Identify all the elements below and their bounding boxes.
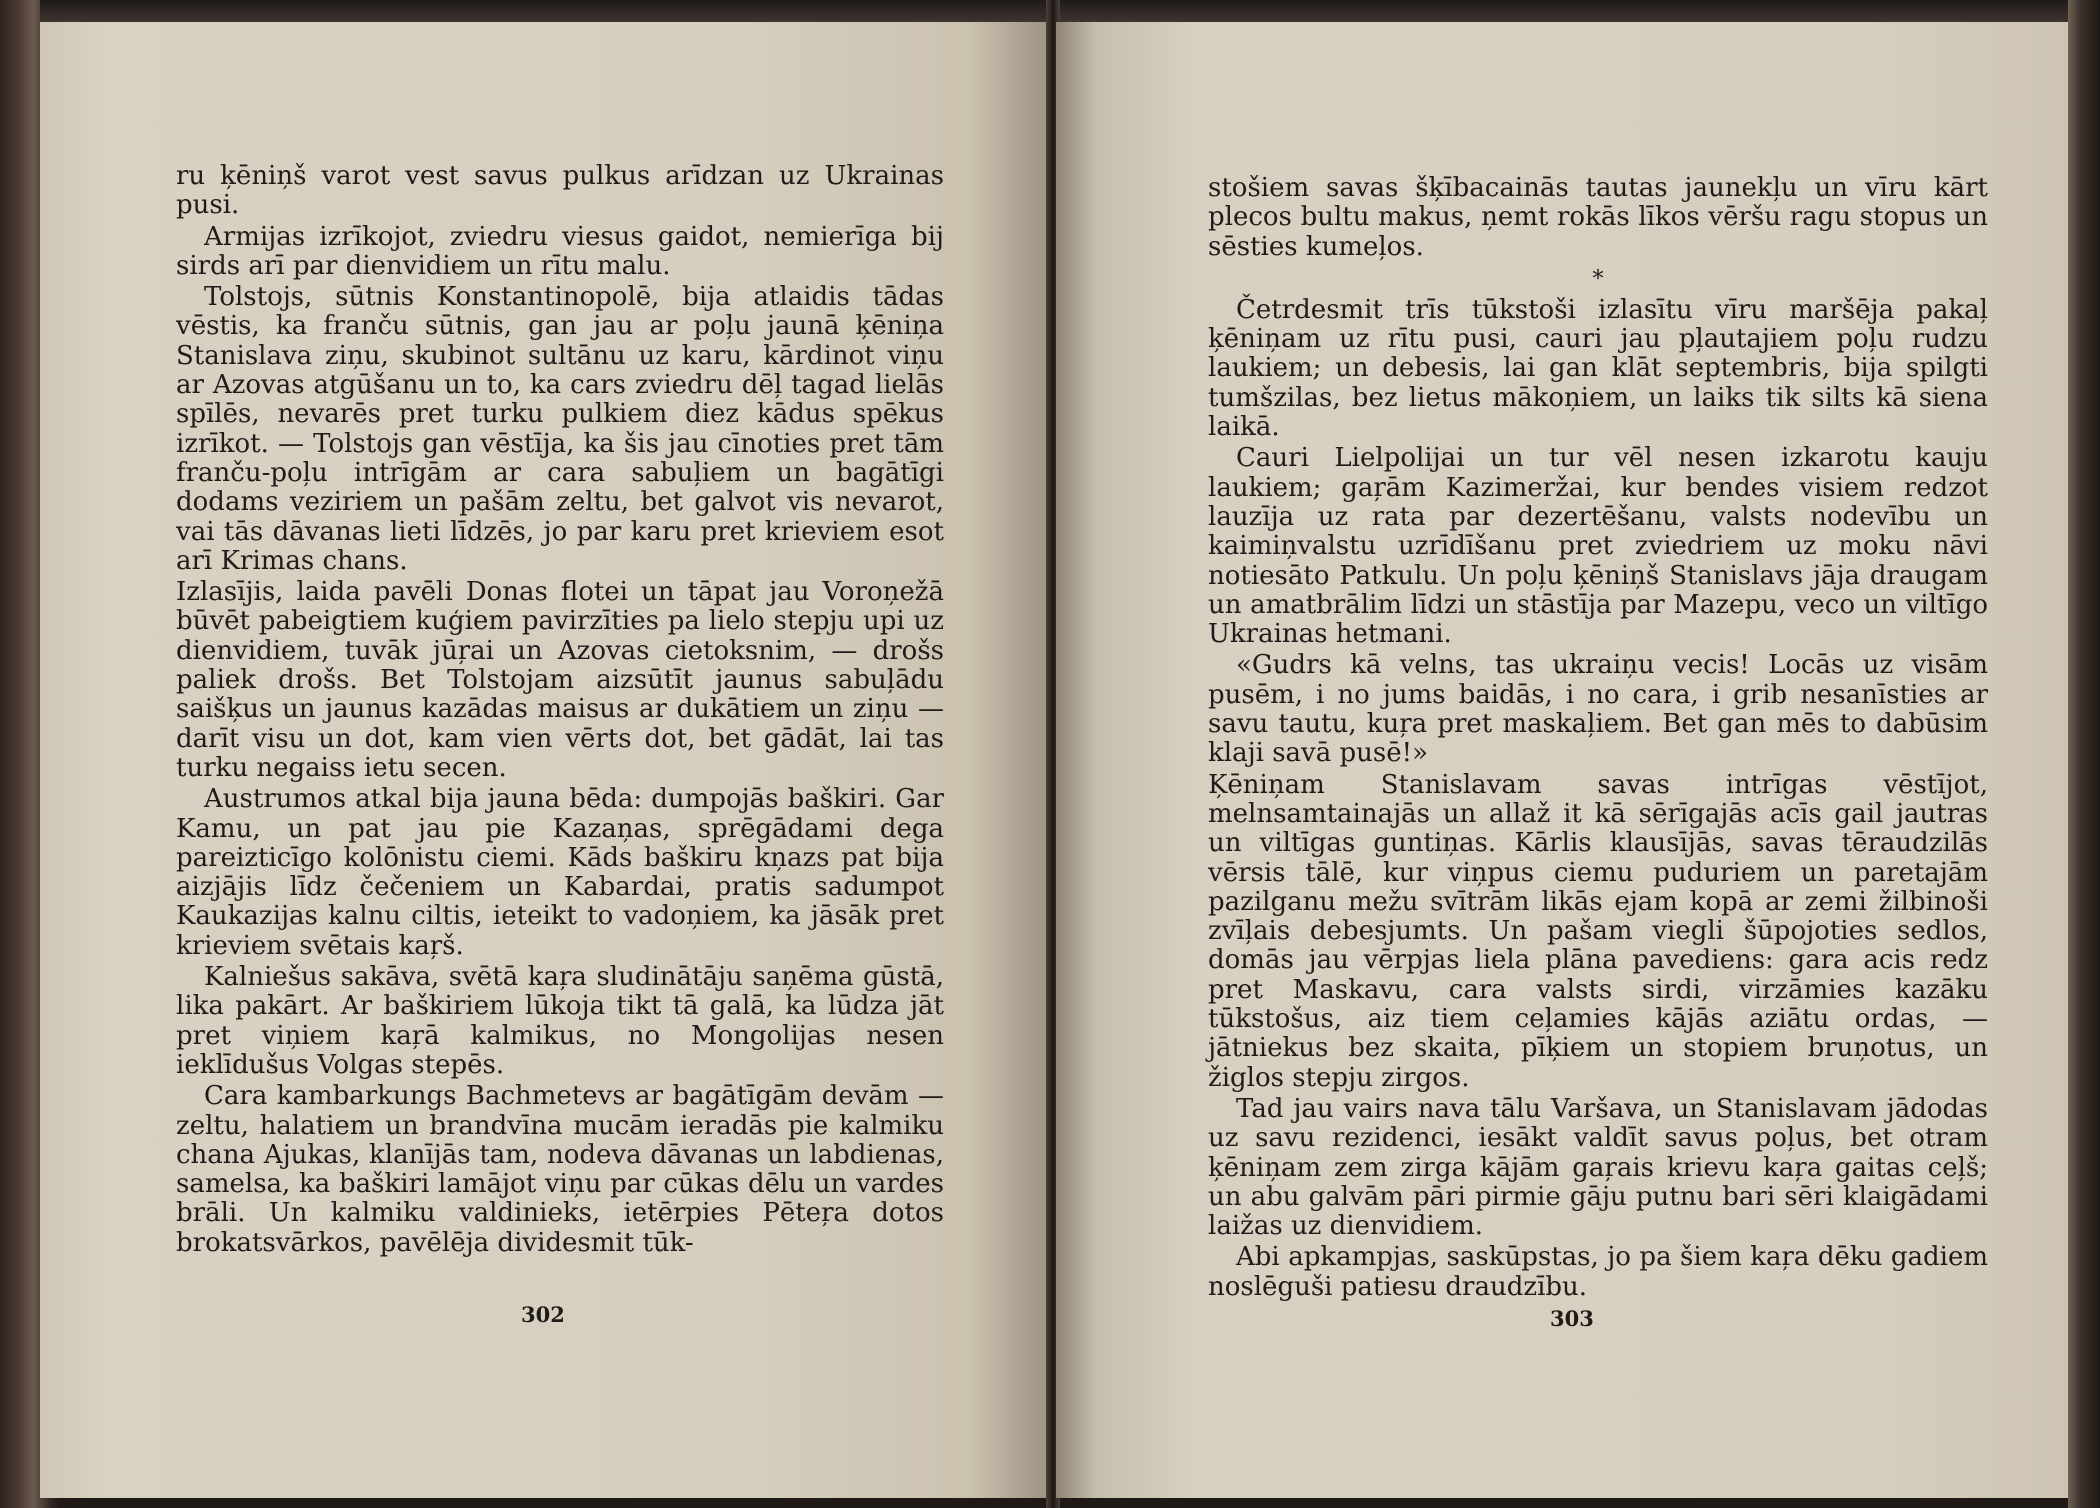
paragraph: Kalniešus sakāva, svētā kaŗa sludinātāju saņēma gūstā, lika pakārt. Ar baškiriem lūkoja tikt tā galā, ka lūdza jāt pret viņiem kaŗā kalmikus, no Mongolijas nesen ieklīdušus Volgas stepēs. [176, 962, 944, 1080]
book-right-edge [2068, 0, 2100, 1508]
paragraph: «Gudrs kā velns, tas ukraiņu vecis! Locās uz visām pusēm, i no jums baidās, i no cara, i grib nesanīsties ar savu tautu, kuŗa pret maskaļiem. Bet gan mēs to dabūsim klaji savā pusē!» [1208, 650, 1988, 769]
page-number: 302 [521, 1302, 565, 1327]
paragraph: stošiem savas šķībacainās tautas jaunekļu un vīru kārt plecos bultu makus, ņemt rokās līkos vēršu ragu stopus un sēsties kumeļos. [1208, 173, 1988, 262]
paragraph: Cara kambarkungs Bachmetevs ar bagātīgām devām — zeltu, halatiem un brandvīna mucām ieradās pie kalmiku chana Ajukas, klanījās tam, nodeva dāvanas un labdienas, samelsa, ka baškiri lamājot viņu par cūkas dēlu un vardes brāli. Un kalmiku valdinieks, ietērpies Pēteŗa dotos brokatsvārkos, pavēlēja dividesmit tūk- [176, 1081, 944, 1258]
paragraph: Armijas izrīkojot, zviedru viesus gaidot, nemierīga bij sirds arī par dienvidiem un rītu malu. [176, 221, 944, 281]
left-page [40, 22, 1048, 1498]
paragraph: Četrdesmit trīs tūkstoši izlasītu vīru maršēja pakaļ ķēniņam uz rītu pusi, cauri jau pļautajiem poļu rudzu laukiem; un debesis, lai gan klāt septembris, bija spilgti tumšzilas, bez lietus mākoņiem, un laiks tik silts kā siena laikā. [1208, 294, 1988, 443]
section-separator: * [1592, 266, 1604, 292]
paragraph: Cauri Lielpolijai un tur vēl nesen izkarotu kauju laukiem; gaŗām Kazimeržai, kur bendes visiem redzot lauzīja uz rata par dezertēšanu, valsts nodevību un kaimiņvalstu uzrīdīšanu pret zviedriem uz moku nāvi notiesāto Patkulu. Un poļu ķēniņš Stanislavs jāja draugam un amatbrālim līdzi un stāstīja par Mazepu, veco un viltīgo Ukrainas hetmani. [1208, 443, 1988, 650]
paragraph: Abi apkampjas, saskūpstas, jo pa šiem kaŗa dēku gadiem noslēguši patiesu draudzību. [1208, 1242, 1988, 1302]
right-page [1056, 22, 2068, 1498]
paragraph: Austrumos atkal bija jauna bēda: dumpojās baškiri. Gar Kamu, un pat jau pie Kazaņas, sprēgādami dega pareizticīgo kolōnistu ciemi. Kāds baškiru kņazs pat bija aizjājis līdz čečeniem un Kabardai, pratis sadumpot Kaukazijas kalnu ciltis, ieteikt to vadoņiem, ka jāsāk pret krieviem svētais kaŗš. [176, 784, 944, 961]
right-page-text [1208, 174, 1988, 1304]
page-number: 303 [1550, 1306, 1594, 1331]
paragraph: Tad jau vairs nava tālu Varšava, un Stanislavam jādodas uz savu rezidenci, iesākt valdīt savus poļus, bet otram ķēniņam zem zirga kājām gaŗais krievu kaŗa gaitas ceļš; un abu galvām pāri pirmie gāju putnu bari sēri klaigādami laižas uz dienvidiem. [1208, 1093, 1988, 1242]
paragraph: Ķēniņam Stanislavam savas intrīgas vēstījot, melnsamtainajās un allaž it kā sērīgajās acīs gail jautras un viltīgas guntiņas. Kārlis klausījās, savas tēraudzilās vērsis tālē, kur viņpus ciemu puduriem un paretajām pazilganu mežu svītrām likās ejam kopā ar zemi žilbinoši zvīļais debesjumts. Un pašam viegli šūpojoties sedlos, domās jau vērpjas liela plāna pavediens: gara acis redz pret Maskavu, cara valsts sirdi, virzāmies kazāku tūkstošus, aiz tiem ceļamies kājās aziātu ordas, — jātniekus bez skaita, pīķiem un stopiem bruņotus, un žiglos stepju zirgos. [1208, 769, 1988, 1093]
paragraph: Izlasījis, laida pavēli Donas flotei un tāpat jau Voroņežā būvēt pabeigtiem kuģiem pavirzīties pa lielo stepju upi uz dienvidiem, tuvāk jūŗai un Azovas cietoksnim, — drošs paliek drošs. Bet Tolstojam aizsūtīt jaunus sabuļādu saišķus un jaunus kazādas maisus ar dukātiem un ziņu — darīt visu un dot, kam vien vērts dot, bet gādāt, lai tas turku negaiss ietu secen. [176, 577, 944, 783]
paragraph: Tolstojs, sūtnis Konstantinopolē, bija atlaidis tādas vēstis, ka franču sūtnis, gan jau ar poļu jaunā ķēniņa Stanislava ziņu, skubinot sultānu uz karu, kārdinot viņu ar Azovas atgūšanu un to, ka cars zviedru dēļ tagad lielās spīlēs, nevarēs pret turku pulkiem diez kādus spēkus izrīkot. — Tolstojs gan vēstīja, ka šis jau cīnoties pret tām franču-poļu intrīgām ar cara sabuļiem un bagātīgi dodams veziriem un pašām zeltu, bet galvot vis nevarot, vai tās dāvanas lieti līdzēs, jo par karu pret krieviem esot arī Krimas chans. [176, 282, 944, 576]
left-page-text [176, 162, 944, 1260]
paragraph: ru ķēniņš varot vest savus pulkus arīdzan uz Ukrainas pusi. [176, 161, 944, 221]
